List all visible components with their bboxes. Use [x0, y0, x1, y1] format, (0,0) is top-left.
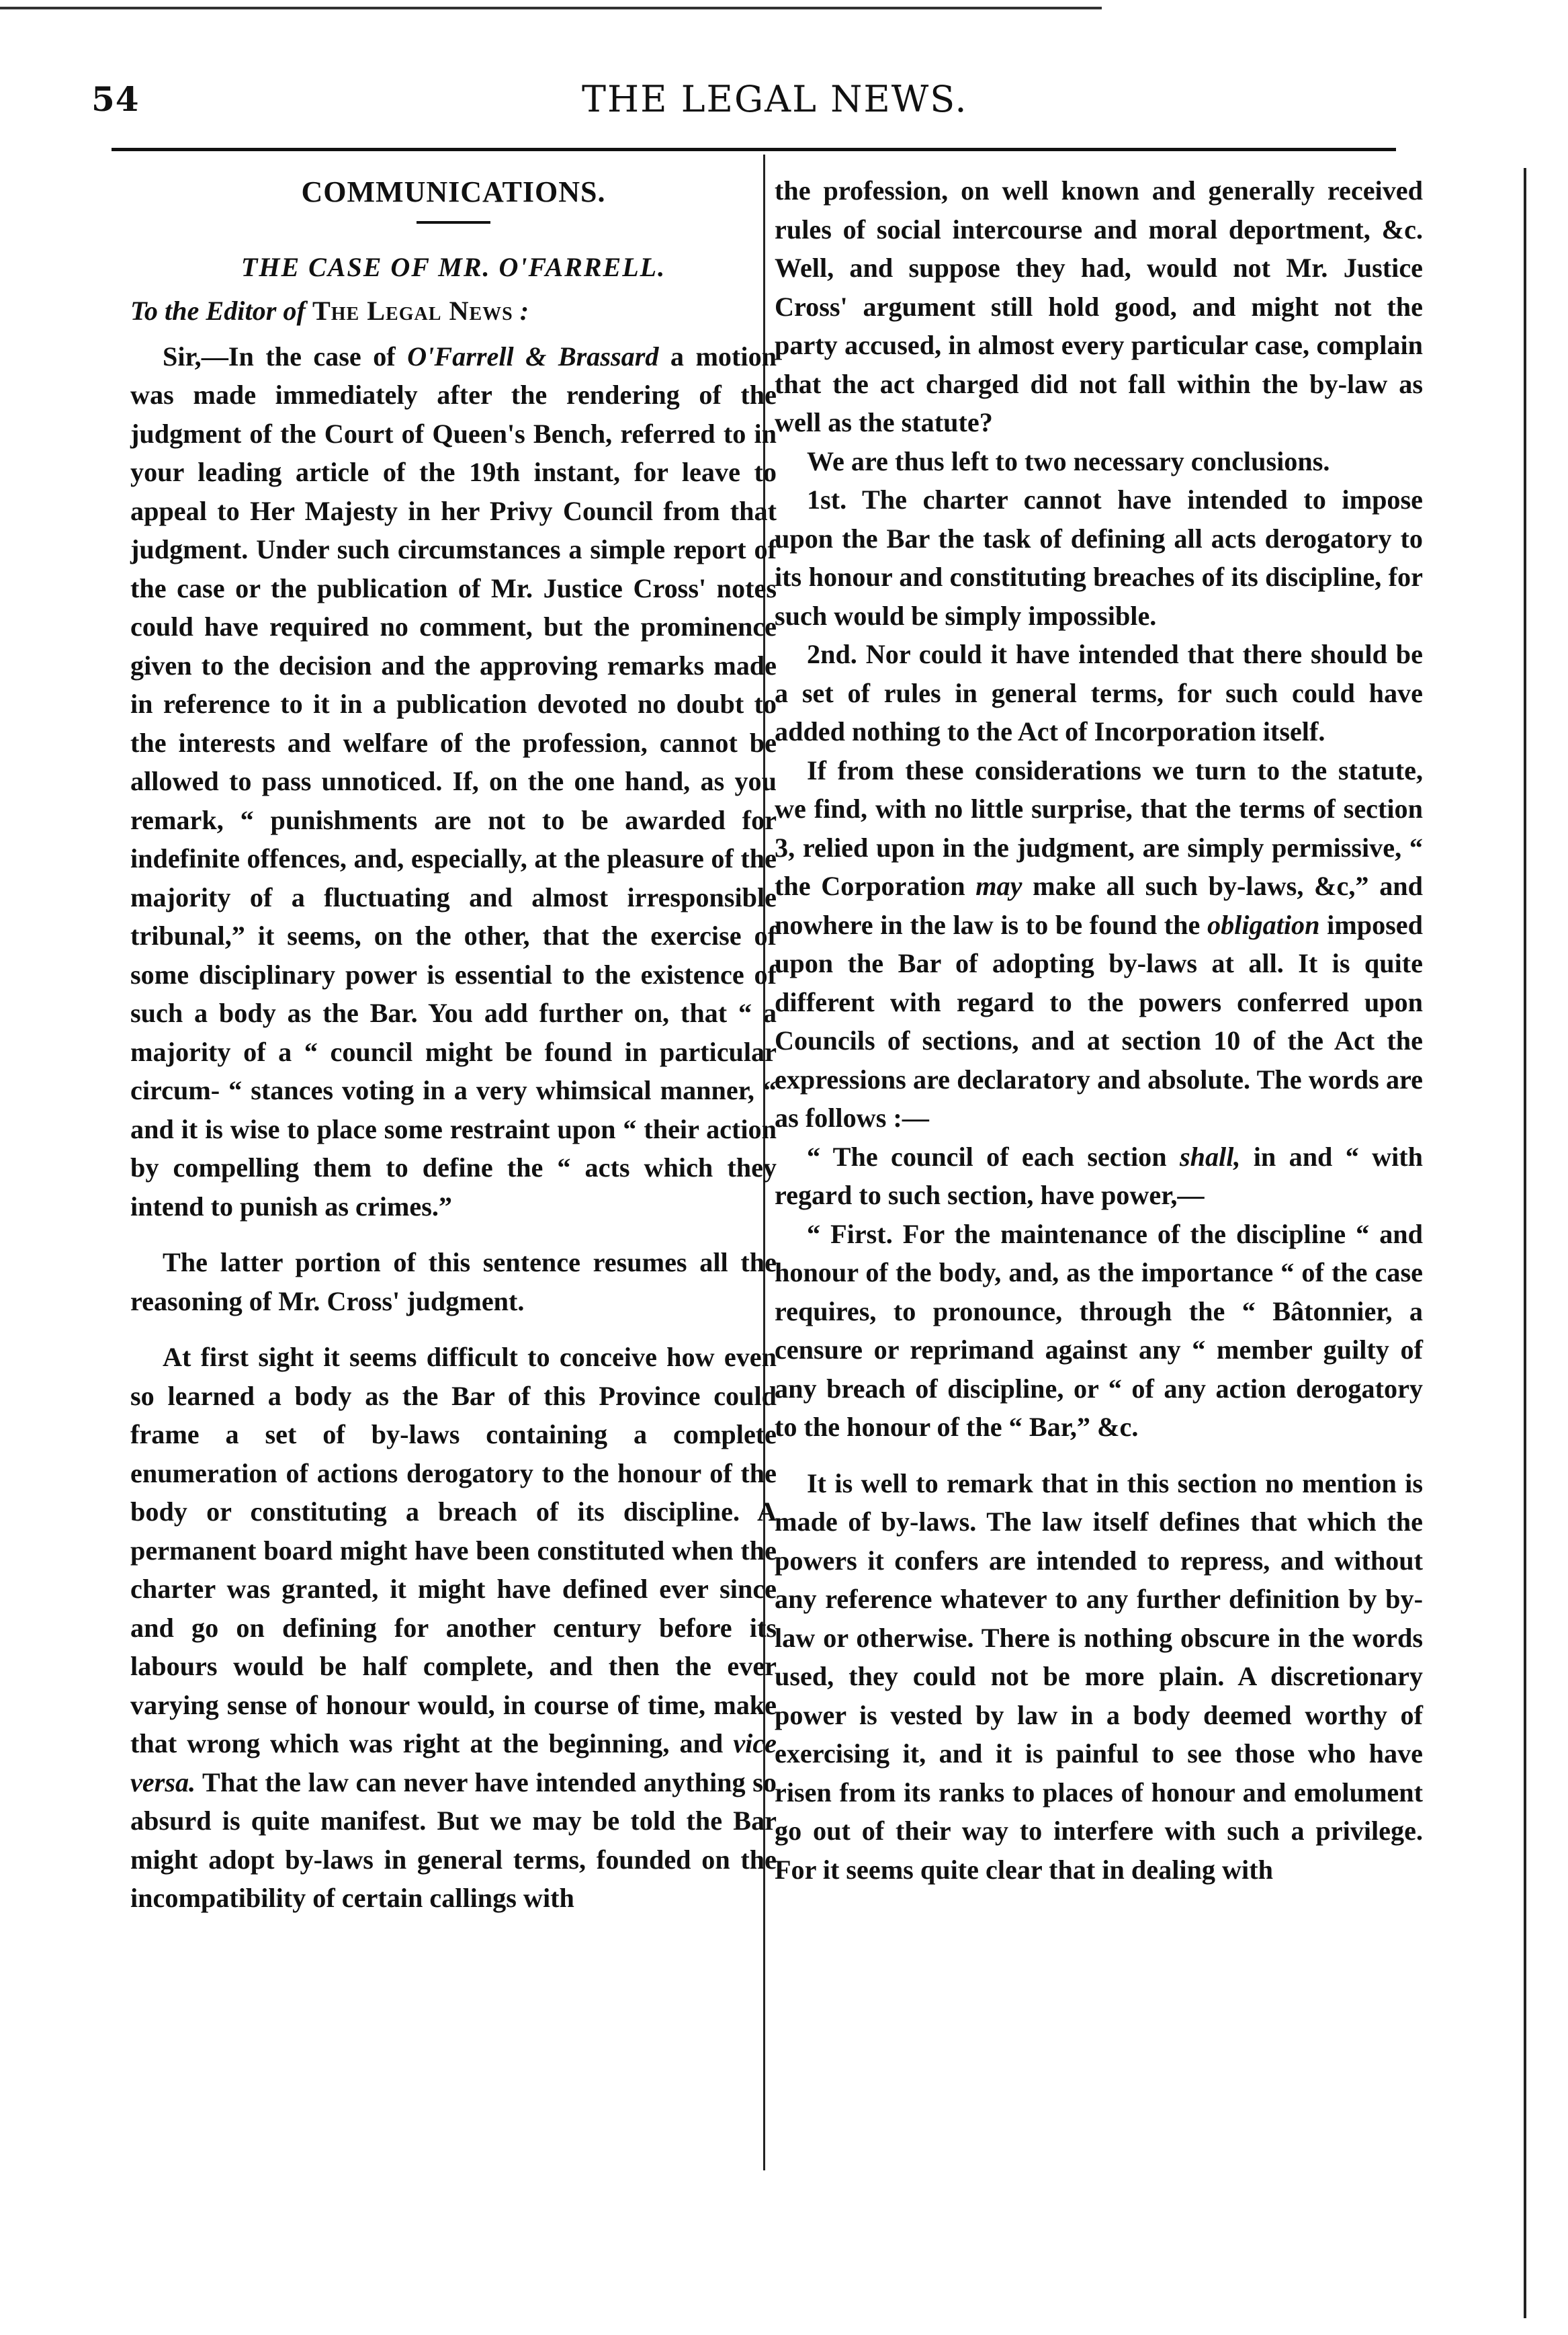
paragraph-text: Sir,—In the case of: [163, 341, 396, 372]
paragraph: It is well to remark that in this section no mention is made of by-laws. The law itself defines that which the powers it confers are intended to repress, and without any reference whatever to any further definition by by-law or otherwise. There is nothing obscure in the words used, they could not be more plain. A discretionary power is vested by law in a body deemed worthy of exercising it, and it is painful to see those who have risen from its ranks to places of honour and emolument go out of their way to interfere with such a privilege. For it seems quite clear that in dealing with: [775, 1468, 1423, 1885]
page-number: 54: [91, 79, 140, 119]
addressee-line: [130, 292, 777, 331]
quote-text: in and “ with regard to such section, have power,—: [775, 1141, 1424, 1210]
paragraph: the profession, on well known and generally received rules of social intercourse and moral deportment, &c. Well, and suppose they had, would not Mr. Justice Cross' argument still hold good, and might not the party accused, in almost every particular case, complain that the act charged did not fall within the by-law as well as the statute?: [775, 175, 1423, 437]
emphasis: may: [975, 871, 1022, 901]
paragraph: We are thus left to two necessary conclusions.: [807, 445, 1330, 476]
addressee-publication: The Legal News: [312, 296, 513, 326]
quotation: [775, 1138, 1423, 1215]
paragraph-text: At first sight it seems difficult to conceive how even so learned a body as the Bar of this Province could frame a set of by-laws containing a complete enumeration of actions derogatory to the honour of the body or constituting a breach of its discipline. A permanent board might have been constituted when the charter was granted, it might have defined ever since and go on defining for another century before its labours would be half complete, and then the ever varying sense of honour would, in course of time, make that wrong which was right at the beginning, and: [130, 1342, 777, 1758]
emphasis: shall,: [1179, 1141, 1241, 1172]
quotation: “ First. For the maintenance of the discipline “ and honour of the body, and, as the importance “ of the case requires, to pronounce, through the “ Bâtonnier, a censure or reprimand against any “ member guilty of any breach of discipline, or “ of any action derogatory to the honour of the “ Bar,” &c.: [775, 1218, 1423, 1442]
running-title: THE LEGAL NEWS.: [582, 78, 968, 120]
heading-rule: [417, 221, 490, 224]
latin-phrase: vice versa.: [130, 1728, 777, 1797]
paragraph: [130, 1338, 777, 1918]
paragraph: The latter portion of this sentence resumes all the reasoning of Mr. Cross' judgment.: [130, 1247, 777, 1316]
paragraph-text: That the law can never have intended anything so absurd is quite manifest. But we may be told the Bar might adopt by-laws in general terms, founded on the incompatibility of certain callings with: [130, 1767, 777, 1913]
paragraph-text: imposed upon the Bar of adopting by-laws at all. It is quite different with regard to the powers conferred upon Councils of sections, and at section 10 of the Act the expressions are declaratory and absolute. The words are as follows :—: [775, 909, 1423, 1133]
addressee-suffix: :: [519, 296, 529, 326]
case-name: O'Farrell & Brassard: [407, 341, 659, 372]
header-rule: [112, 148, 1396, 151]
quote-text: “ The council of each section: [807, 1141, 1167, 1172]
paragraph: 1st. The charter cannot have intended to impose upon the Bar the task of defining all acts derogatory to its honour and constituting breaches of its discipline, for such would be simply impossible.: [775, 484, 1423, 631]
page-edge-rule: [1524, 168, 1526, 2318]
paragraph: 2nd. Nor could it have intended that there should be a set of rules in general terms, for such could have added nothing to the Act of Incorporation itself.: [775, 639, 1423, 747]
emphasis: obligation: [1207, 909, 1320, 940]
paragraph-text: make all such by-laws, &c,” and nowhere in the law is to be found the: [775, 871, 1423, 940]
addressee-prefix: To the Editor of: [130, 296, 306, 326]
paragraph-text: If from these considerations we turn to the statute, we find, with no little surprise, that the terms of section 3, relied upon in the judgment, are simply permissive, “ the Corporation: [775, 755, 1423, 901]
left-column: [130, 171, 777, 1918]
paragraph: [775, 751, 1423, 1138]
top-edge-rule: [0, 7, 1102, 9]
section-heading: COMMUNICATIONS.: [301, 175, 606, 208]
paragraph-text: a motion was made immediately after the rendering of the judgment of the Court of Queen's Bench, referred to in your leading article of the 19th instant, for leave to appeal to Her Majesty in her Privy Council from that judgment. Under such circumstances a simple report of the case or the publication of Mr. Justice Cross' notes could have required no comment, but the prominence given to the decision and the approving remarks made in reference to it in a publication devoted no doubt to the interests and welfare of the profession, cannot be allowed to pass unnoticed. If, on the one hand, as you remark, “ punishments are not to be awarded for indefinite offences, and, especially, at the pleasure of the majority of a fluctuating and almost irresponsible tribunal,” it seems, on the other, that the exercise of some disciplinary power is essential to the existence of such a body as the Bar. You add further on, that “ a majority of a “ council might be found in particular circum- “ stances voting in a very whimsical manner, “ and it is wise to place some restraint upon “ their action by compelling them to define the “ acts which they intend to punish as crimes.”: [130, 341, 777, 1222]
article-title: THE CASE OF MR. O'FARRELL.: [241, 251, 666, 282]
right-column: [775, 171, 1423, 1889]
paragraph: [130, 337, 777, 1226]
